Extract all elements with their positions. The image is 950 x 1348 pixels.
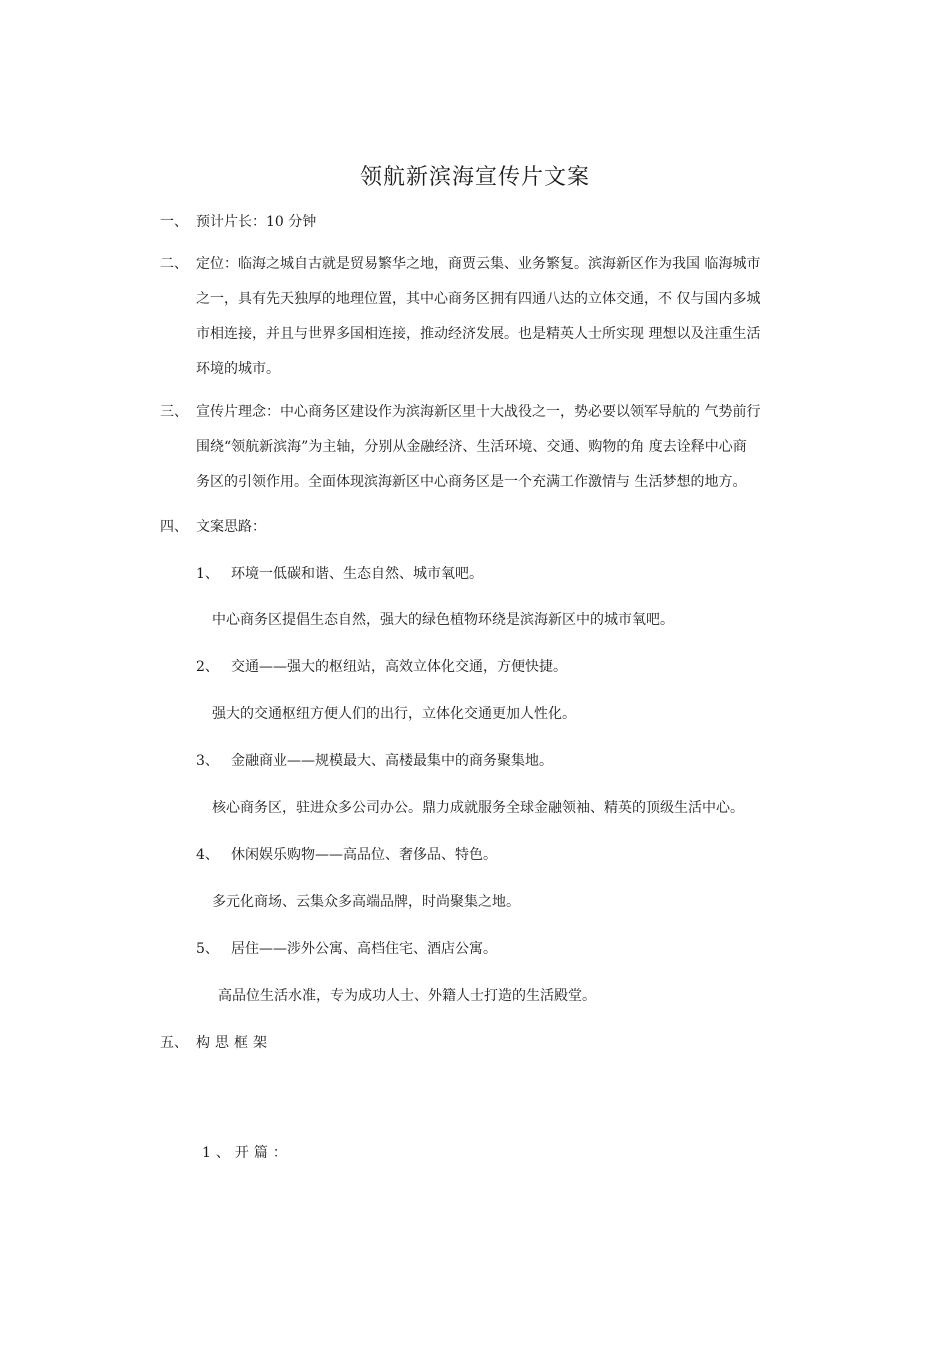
subsection-heading: 1、开篇：: [202, 1145, 292, 1161]
section-text: 围绕“领航新滨海”为主轴，分别从金融经济、生活环境、交通、购物的角 度去诠释中心商: [196, 439, 747, 455]
section-text: 文案思路：: [196, 519, 266, 535]
idea-heading: 金融商业——规模最大、高楼最集中的商务聚集地。: [231, 753, 553, 769]
idea-number: 3、: [196, 753, 219, 769]
idea-description: 核心商务区，驻进众多公司办公。鼎力成就服务全球金融领袖、精英的顶级生活中心。: [212, 800, 744, 816]
idea-description: 中心商务区提倡生态自然，强大的绿色植物环绕是滨海新区中的城市氧吧。: [212, 612, 674, 628]
section-number: 五、: [160, 1035, 188, 1051]
section-text: 务区的引领作用。全面体现滨海新区中心商务区是一个充满工作激情与 生活梦想的地方。: [196, 474, 747, 490]
idea-heading: 居住——涉外公寓、高档住宅、酒店公寓。: [231, 941, 497, 957]
section-text: 定位：临海之城自古就是贸易繁华之地，商贾云集、业务繁复。滨海新区作为我国 临海城市: [196, 256, 761, 272]
section-number: 一、: [160, 214, 188, 230]
idea-number: 4、: [196, 847, 219, 863]
idea-description: 强大的交通枢纽方便人们的出行，立体化交通更加人性化。: [212, 706, 576, 722]
idea-description: 高品位生活水准，专为成功人士、外籍人士打造的生活殿堂。: [218, 988, 596, 1004]
section-text: 宣传片理念：中心商务区建设作为滨海新区里十大战役之一，势必要以领军导航的 气势前行: [196, 404, 761, 420]
document-title: 领航新滨海宣传片文案: [359, 165, 590, 190]
idea-heading: 休闲娱乐购物——高品位、奢侈品、特色。: [231, 847, 497, 863]
section-number: 三、: [160, 404, 188, 420]
idea-description: 多元化商场、云集众多高端品牌，时尚聚集之地。: [212, 894, 520, 910]
section-text: 市相连接，并且与世界多国相连接，推动经济发展。也是精英人士所实现 理想以及注重生活: [196, 326, 761, 342]
section-text: 预计片长：10 分钟: [196, 214, 317, 230]
idea-number: 1、: [196, 566, 219, 582]
section-number: 四、: [160, 519, 188, 535]
idea-heading: 环境一低碳和谐、生态自然、城市氧吧。: [231, 566, 483, 582]
idea-number: 5、: [196, 941, 219, 957]
idea-heading: 交通——强大的枢纽站，高效立体化交通，方便快捷。: [231, 659, 567, 675]
section-number: 二、: [160, 256, 188, 272]
section-heading: 构思框架: [196, 1035, 272, 1051]
section-text: 之一，具有先天独厚的地理位置，其中心商务区拥有四通八达的立体交通，不 仅与国内多城: [196, 291, 761, 307]
section-text: 环境的城市。: [196, 361, 280, 377]
idea-number: 2、: [196, 659, 219, 675]
